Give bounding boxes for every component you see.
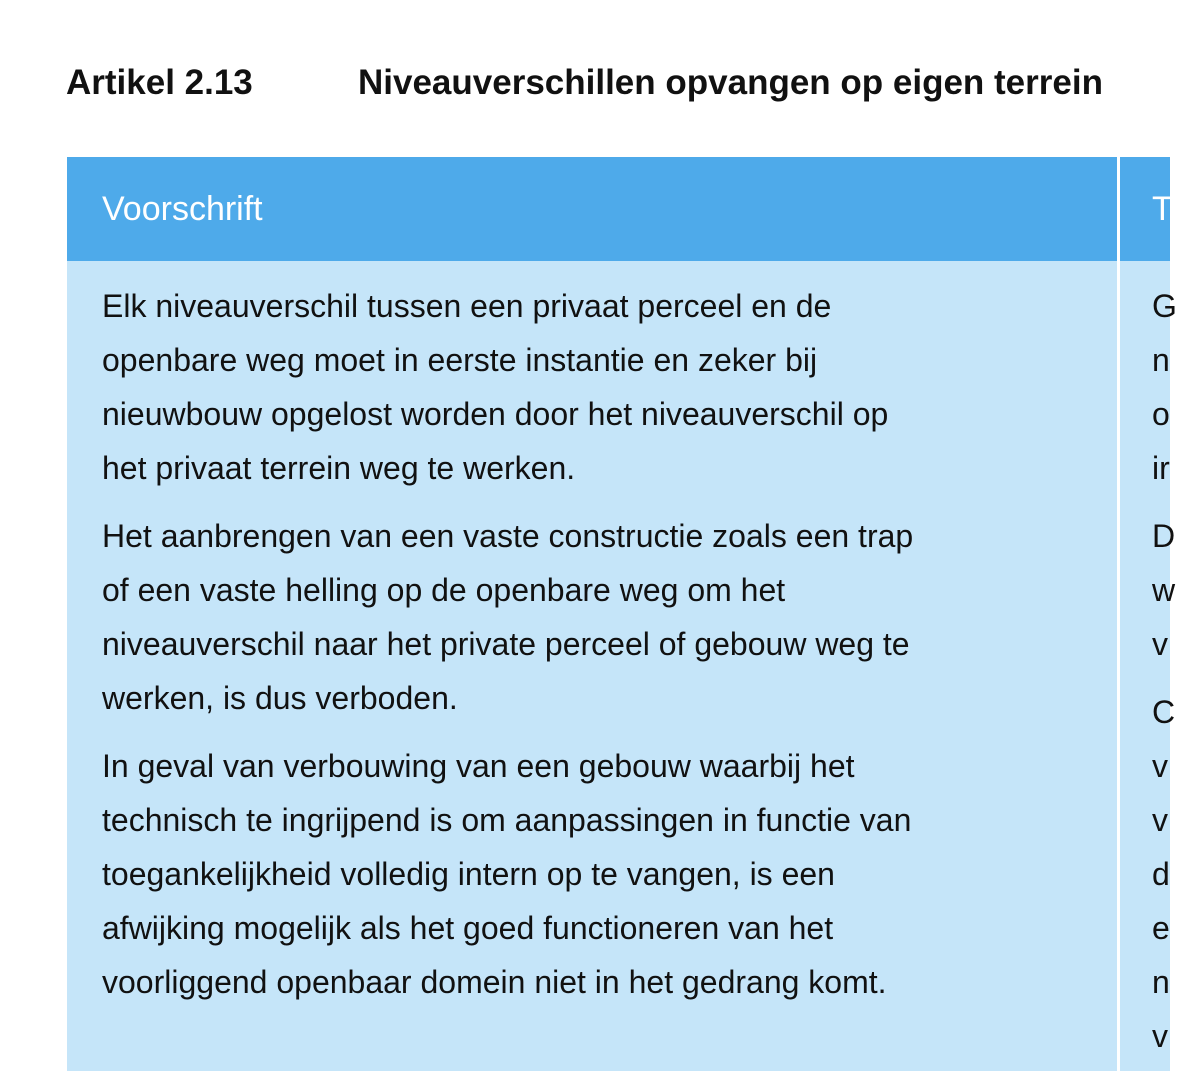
text-line: Elk niveauverschil tussen een privaat perceel en de <box>102 288 832 324</box>
voorschrift-cell <box>102 279 1112 1023</box>
text-line: afwijking mogelijk als het goed functioneren van het <box>102 910 834 946</box>
text-line: Het aanbrengen van een vaste constructie zoals een trap <box>102 518 914 554</box>
clipped-text-fragment: ir <box>1152 450 1170 486</box>
clipped-text-fragment: w <box>1152 572 1176 608</box>
column-divider <box>1117 157 1120 1071</box>
clipped-text-fragment: v <box>1152 802 1168 838</box>
clipped-text-fragment: v <box>1152 626 1168 662</box>
text-line: toegankelijkheid volledig intern op te vangen, is een <box>102 856 835 892</box>
clipped-text-fragment: G <box>1152 288 1177 324</box>
text-line: In geval van verbouwing van een gebouw waarbij het <box>102 748 855 784</box>
voorschrift-paragraph-1 <box>102 279 1112 495</box>
text-line: het privaat terrein weg te werken. <box>102 450 576 486</box>
text-line: niveauverschil naar het private perceel of gebouw weg te <box>102 626 910 662</box>
article-heading <box>66 58 1170 108</box>
text-line: of een vaste helling op de openbare weg om het <box>102 572 786 608</box>
clipped-text-fragment: C <box>1152 694 1176 730</box>
clipped-text-fragment: D <box>1152 518 1176 554</box>
voorschrift-paragraph-3 <box>102 739 1112 1009</box>
clipped-text-fragment: v <box>1152 1018 1168 1054</box>
clipped-text-fragment: n <box>1152 342 1170 378</box>
article-title: Niveauverschillen opvangen op eigen terrein <box>358 63 1103 102</box>
text-line: openbare weg moet in eerste instantie en zeker bij <box>102 342 818 378</box>
regulation-table <box>67 157 1177 1071</box>
text-line: technisch te ingrijpend is om aanpassingen in functie van <box>102 802 912 838</box>
clipped-text-fragment: n <box>1152 964 1170 1000</box>
clipped-text-fragment: o <box>1152 396 1170 432</box>
header-second-column: T <box>1152 190 1173 228</box>
table-body-row <box>67 261 1177 1071</box>
second-column-cell <box>1152 279 1177 1063</box>
header-voorschrift: Voorschrift <box>102 190 263 228</box>
text-line: voorliggend openbaar domein niet in het gedrang komt. <box>102 964 887 1000</box>
clipped-text-fragment: e <box>1152 910 1170 946</box>
voorschrift-paragraph-2 <box>102 509 1112 725</box>
article-number: Artikel 2.13 <box>66 63 253 102</box>
text-line: nieuwbouw opgelost worden door het niveauverschil op <box>102 396 889 432</box>
text-line: werken, is dus verboden. <box>102 680 458 716</box>
clipped-text-fragment: v <box>1152 748 1168 784</box>
clipped-text-fragment: d <box>1152 856 1170 892</box>
table-header-row <box>67 157 1173 261</box>
